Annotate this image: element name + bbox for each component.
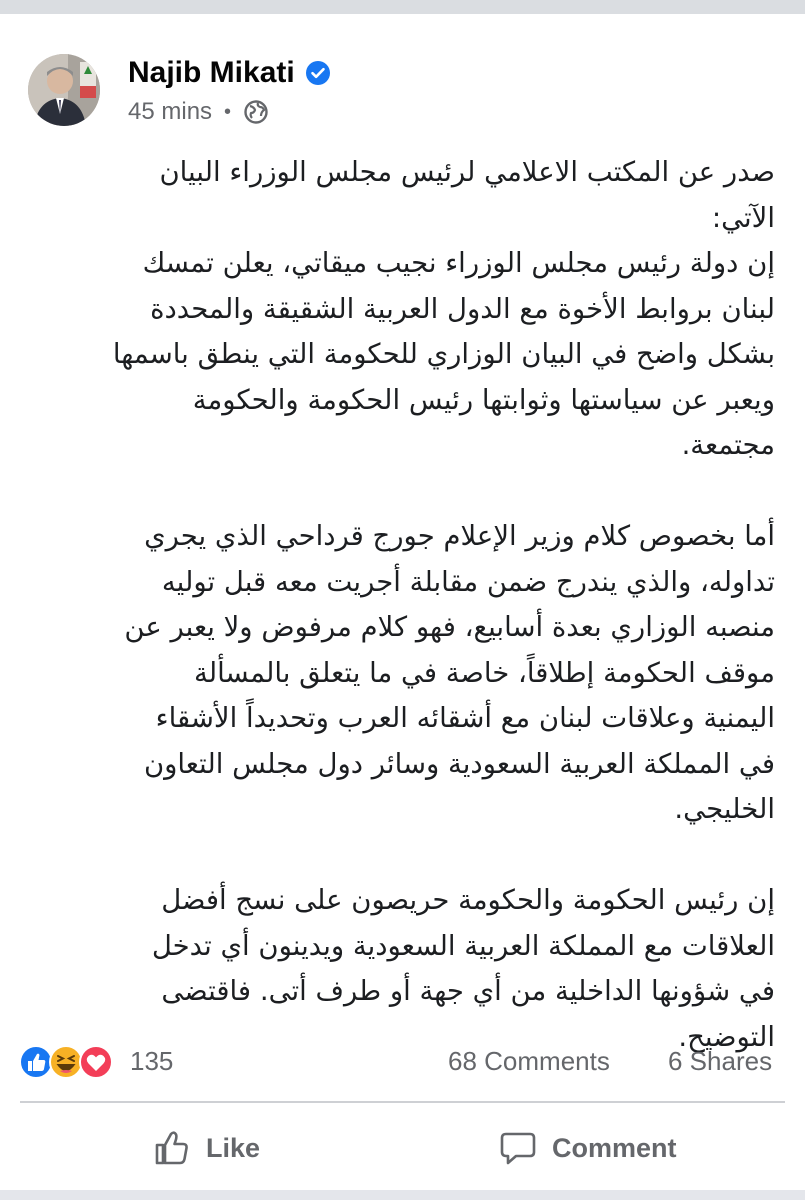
shares-count-link[interactable]: 6 Shares xyxy=(668,1046,773,1076)
post-timestamp[interactable]: 45 mins xyxy=(128,98,213,125)
like-reaction-icon xyxy=(20,1046,52,1078)
comments-count-link[interactable]: 68 Comments xyxy=(448,1046,610,1076)
like-label: Like xyxy=(206,1132,261,1163)
reactions-bar xyxy=(0,1040,805,1084)
avatar[interactable] xyxy=(28,54,100,126)
top-border xyxy=(0,0,805,14)
haha-reaction-icon xyxy=(50,1046,82,1078)
text-line: مجتمعة. xyxy=(681,429,775,461)
text-line: منصبه الوزاري بعدة أسابيع، فهو كلام مرفوض ولا يعبر عن xyxy=(124,611,775,643)
author-name[interactable]: Najib Mikati xyxy=(128,56,295,89)
actions-divider xyxy=(20,1101,785,1103)
paragraph-gap xyxy=(30,469,775,515)
text-line: لبنان بروابط الأخوة مع الدول العربية الشقيقة والمحددة xyxy=(150,292,775,325)
love-reaction-icon xyxy=(80,1046,112,1078)
paragraph-gap xyxy=(30,833,775,879)
text-line: الخليجي. xyxy=(674,793,775,825)
text-line: في شؤونها الداخلية من أي جهة أو طرف أتى. فاقتضى xyxy=(161,975,775,1007)
post-body xyxy=(30,150,775,1060)
text-line: إن دولة رئيس مجلس الوزراء نجيب ميقاتي، يعلن تمسك xyxy=(142,247,775,279)
post-header xyxy=(0,14,805,124)
text-line: تداوله، والذي يندرج ضمن مقابلة أجريت معه قبل توليه xyxy=(161,565,775,598)
text-line: ويعبر عن سياستها وثوابتها رئيس الحكومة والحكومة xyxy=(192,383,775,416)
verified-badge-icon xyxy=(305,60,331,86)
text-line: التوضيح. xyxy=(678,1020,775,1053)
reaction-count[interactable]: 135 xyxy=(130,1046,174,1076)
text-line: إن رئيس الحكومة والحكومة حريصون على نسج أفضل xyxy=(161,884,775,916)
bottom-border xyxy=(0,1190,805,1200)
meta-separator: • xyxy=(224,100,232,123)
text-line: بشكل واضح في البيان الوزاري للحكومة التي ينطق باسمها xyxy=(112,338,775,370)
globe-icon xyxy=(243,99,269,125)
thumbs-up-icon xyxy=(152,1128,192,1168)
comment-button[interactable] xyxy=(498,1122,677,1174)
text-line: الآتي: xyxy=(711,201,775,234)
text-line: العلاقات مع المملكة العربية السعودية ويدينون أي تدخل xyxy=(151,929,775,962)
comment-bubble-icon xyxy=(498,1128,538,1168)
text-line: موقف الحكومة إطلاقاً، خاصة في ما يتعلق بالمسألة xyxy=(194,656,775,689)
text-line: اليمنية وعلاقات لبنان مع أشقائه العرب وتحديداً الأشقاء xyxy=(155,702,775,734)
comment-label: Comment xyxy=(552,1132,677,1163)
reaction-icons[interactable] xyxy=(18,1044,122,1080)
text-line: أما بخصوص كلام وزير الإعلام جورج قرداحي الذي يجري xyxy=(144,520,775,552)
text-line: صدر عن المكتب الاعلامي لرئيس مجلس الوزراء البيان xyxy=(159,156,775,188)
like-button[interactable] xyxy=(152,1122,260,1174)
text-line: في المملكة العربية السعودية وسائر دول مجلس التعاون xyxy=(143,747,775,780)
